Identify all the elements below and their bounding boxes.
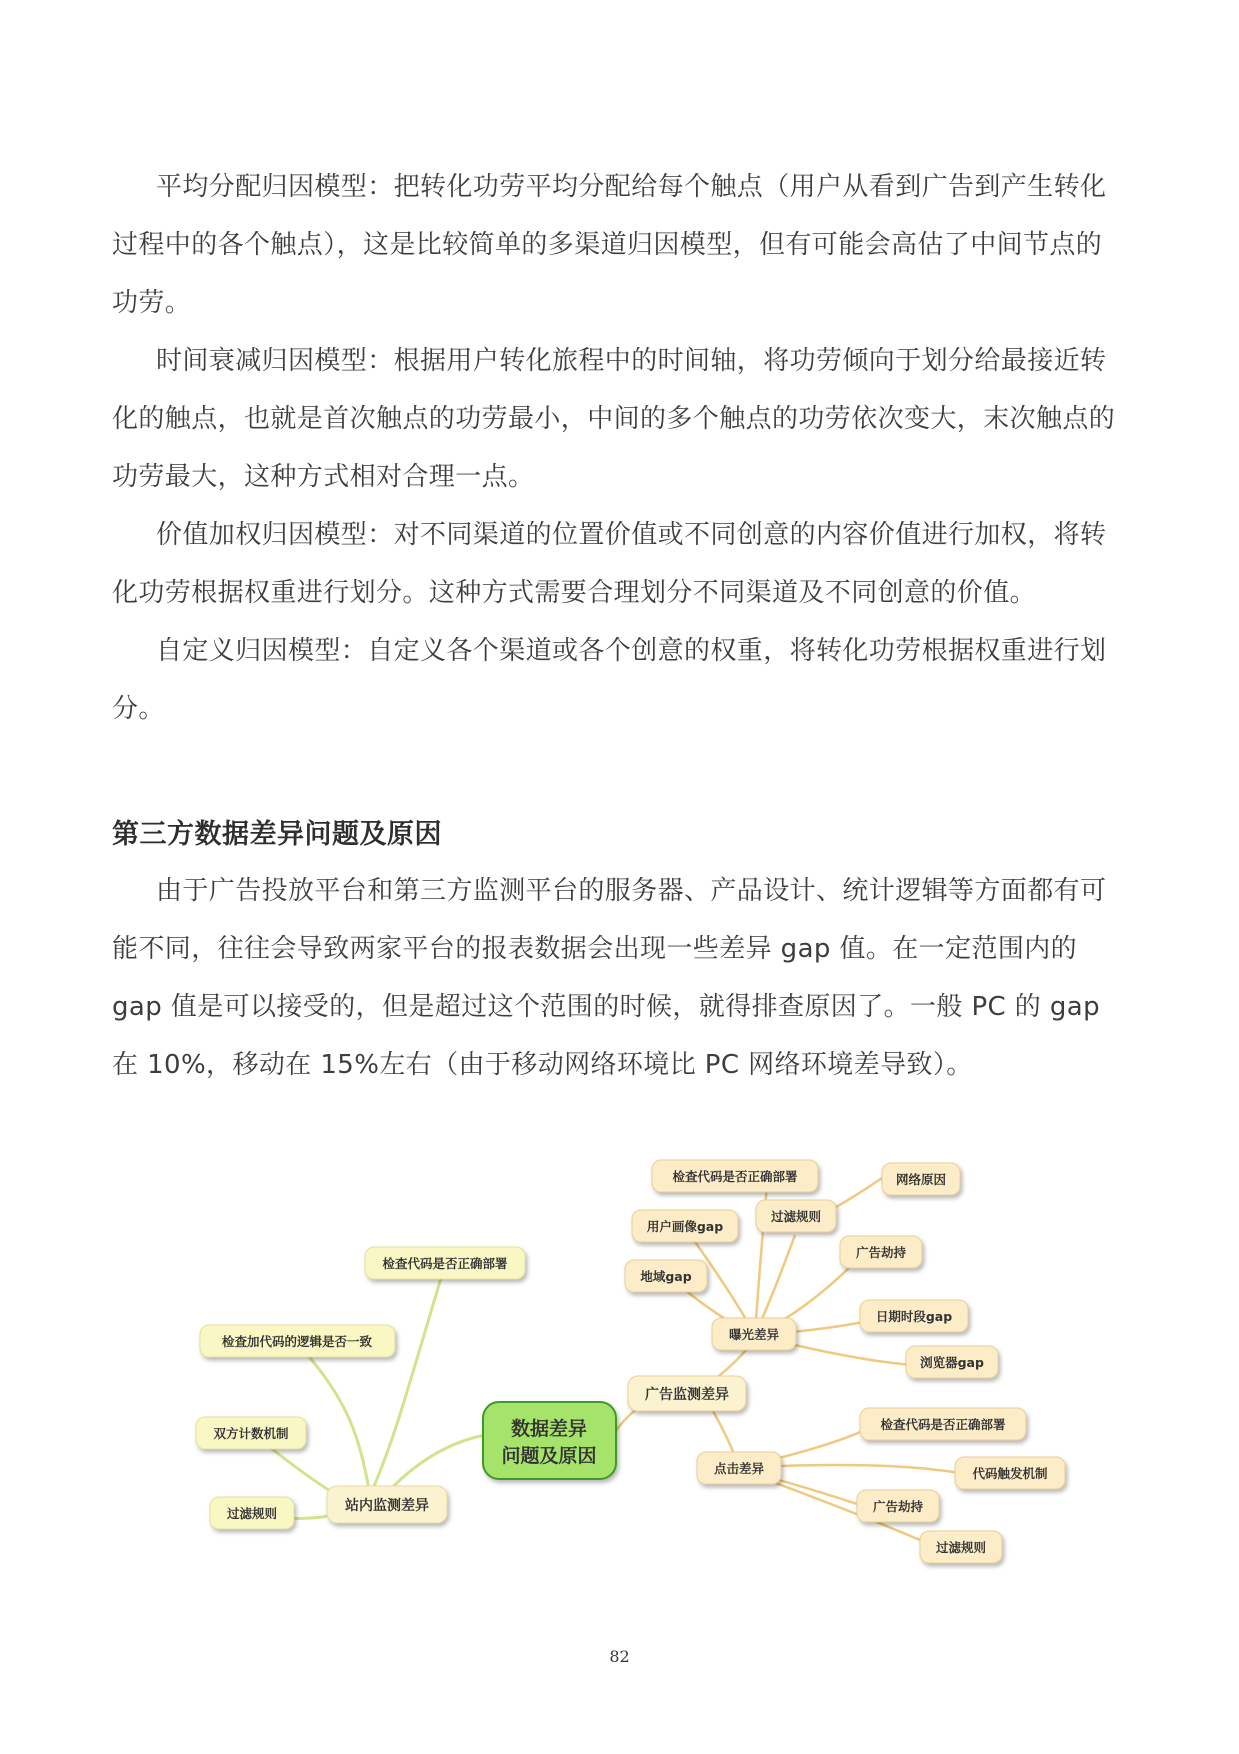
leaf-check-code-deploy-left: 检查代码是否正确部署 <box>382 1256 508 1271</box>
leaf-check-code-deploy-click: 检查代码是否正确部署 <box>880 1417 1006 1432</box>
leaf-ad-hijack-exposure: 广告劫持 <box>855 1245 907 1260</box>
leaf-browser-gap: 浏览器gap <box>920 1355 984 1370</box>
page-number: 82 <box>609 1647 630 1666</box>
paragraph-value-weighted-model: 价值加权归因模型：对不同渠道的位置价值或不同创意的内容价值进行加权，将转化功劳根据权重进行划分。这种方式需要合理划分不同渠道及不同创意的价值。 <box>112 520 1107 608</box>
leaf-counting-mechanism: 双方计数机制 <box>213 1426 289 1441</box>
leaf-ad-hijack-click: 广告劫持 <box>872 1499 924 1514</box>
link-onsite-to-leaf-1 <box>370 1265 445 1495</box>
leaf-filter-rules-exposure: 过滤规则 <box>770 1209 822 1224</box>
paragraph-gap-explanation: 由于广告投放平台和第三方监测平台的服务器、产品设计、统计逻辑等方面都有可能不同，往往会导致两家平台的报表数据会出现一些差异 gap 值。在一定范围内的 gap 值是可以接受的，但是超过这个范围的时候，就得排查原因了。一般 PC 的 gap 在 10%，移动在 15%左右（由于移动网络环境比 PC 网络环境差导致）。 <box>112 876 1107 1080</box>
leaf-user-profile-gap: 用户画像gap <box>646 1219 724 1234</box>
mindmap-center-node <box>483 1402 616 1479</box>
leaf-network-reason: 网络原因 <box>895 1172 947 1187</box>
paragraph-average-model: 平均分配归因模型：把转化功劳平均分配给每个触点（用户从看到广告到产生转化过程中的各个触点），这是比较简单的多渠道归因模型，但有可能会高估了中间节点的功劳。 <box>112 172 1107 318</box>
link-onsite-to-leaf-2 <box>296 1342 370 1495</box>
center-node-line2: 问题及原因 <box>501 1445 597 1467</box>
paragraph-time-decay-model: 时间衰减归因模型：根据用户转化旅程中的时间轴，将功劳倾向于划分给最接近转化的触点，也就是首次触点的功劳最小，中间的多个触点的功劳依次变大，末次触点的功劳最大，这种方式相对合理一点。 <box>112 346 1116 492</box>
attribution-text-block <box>112 158 1122 738</box>
ad-monitoring-node: 广告监测差异 <box>645 1387 729 1403</box>
leaf-time-period-gap: 日期时段gap <box>875 1309 953 1324</box>
mindmap-diagram <box>0 1140 1239 1580</box>
paragraph-custom-model: 自定义归因模型：自定义各个渠道或各个创意的权重，将转化功劳根据权重进行划分。 <box>112 636 1107 724</box>
leaf-region-gap: 地域gap <box>640 1269 692 1284</box>
section-heading: 第三方数据差异问题及原因 <box>112 819 442 850</box>
mindmap-left-branch <box>196 1247 525 1529</box>
leaf-code-trigger: 代码触发机制 <box>972 1466 1048 1481</box>
exposure-diff-node: 曝光差异 <box>728 1327 780 1342</box>
mindmap-links-left <box>250 1265 485 1519</box>
section-text-block <box>112 862 1122 1094</box>
click-diff-node: 点击差异 <box>713 1461 765 1476</box>
leaf-filter-rules-click: 过滤规则 <box>935 1540 987 1555</box>
center-node-line1: 数据差异 <box>510 1418 588 1440</box>
leaf-check-code-logic: 检查加代码的逻辑是否一致 <box>221 1334 373 1349</box>
mindmap-right-branch <box>625 1160 1065 1563</box>
leaf-check-code-deploy-exposure: 检查代码是否正确部署 <box>672 1169 798 1184</box>
leaf-filter-rules-left: 过滤规则 <box>226 1506 278 1521</box>
onsite-monitoring-node: 站内监测差异 <box>345 1498 429 1514</box>
